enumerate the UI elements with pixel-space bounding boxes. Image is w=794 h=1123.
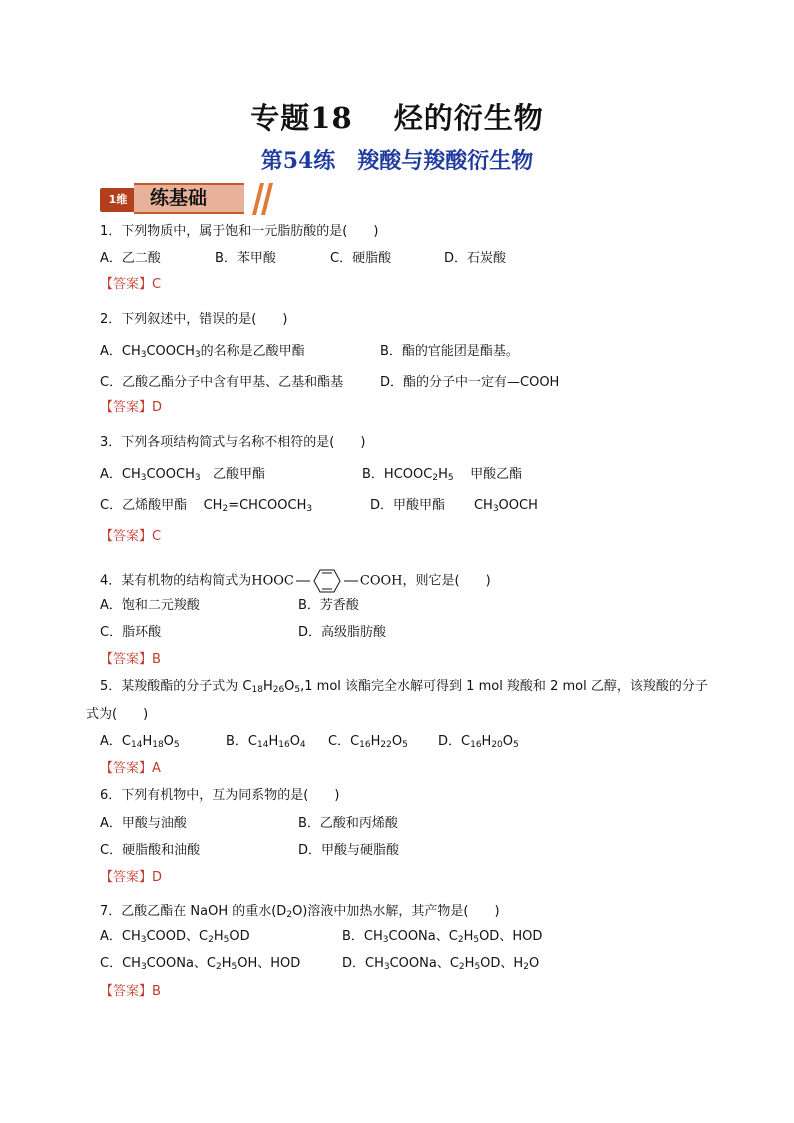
question-3-stem: 3．下列各项结构简式与名称不相符的是( ) [100,435,366,450]
q5-answer: 【答案】A [100,761,161,776]
q6-option-b: B．乙酸和丙烯酸 [298,816,398,831]
banner-stripes-icon [246,183,276,215]
question-5-stem-line2: 式为( ) [86,707,149,722]
q5-option-c: C．$C_{16}H_{22}O_5$ [328,734,408,750]
question-4-stem: 4．某有机物的结构简式为HOOC COOH，则它是( ) [100,566,491,596]
q7-answer: 【答案】B [100,984,161,999]
benzene-ring-icon [296,566,358,596]
q3-option-b: B．$HCOOC_2H_5$ 甲酸乙酯 [362,467,523,483]
q4-option-b: B．芳香酸 [298,598,359,613]
q7-option-c: C．$CH_3COONa$、$C_2H_5OH$、HOD [100,956,301,972]
q6-answer: 【答案】D [100,870,163,885]
q7-option-a: A．$CH_3COOD$、$C_2H_5OD$ [100,929,250,945]
banner-tag: 1维 [100,188,136,212]
question-2-stem: 2．下列叙述中，错误的是( ) [100,312,288,327]
question-7-stem: 7．乙酸乙酯在 NaOH 的重水$(D_2O)$溶液中加热水解，其产物是( ) [100,904,500,920]
q6-option-c: C．硬脂酸和油酸 [100,843,201,858]
section-banner [100,182,276,216]
q3-answer: 【答案】C [100,529,162,544]
page-title: 专题18 烃的衍生物 [250,101,544,135]
q5-option-b: B．$C_{14}H_{16}O_4$ [226,734,306,750]
q2-option-c: C．乙酸乙酯分子中含有甲基、乙基和酯基 [100,375,344,390]
q3-option-d: D．甲酸甲酯 $CH_3OOCH$ [370,498,538,514]
q1-option-c: C．硬脂酸 [330,251,392,266]
q3-option-a: A．$CH_3COOCH_3$ 乙酸甲酯 [100,467,266,483]
q1-option-a: A．乙二酸 [100,251,161,266]
banner-label: 练基础 [134,183,244,214]
q5-option-a: A．$C_{14}H_{18}O_5$ [100,734,180,750]
q3-option-c: C．乙烯酸甲酯 $CH_2=CHCOOCH_3$ [100,498,313,514]
q4-answer: 【答案】B [100,652,161,667]
page-subtitle: 第54练 羧酸与羧酸衍生物 [260,148,534,174]
question-1-stem: 1．下列物质中，属于饱和一元脂肪酸的是( ) [100,224,379,239]
q6-option-d: D．甲酸与硬脂酸 [298,843,400,858]
q4-option-a: A．饱和二元羧酸 [100,598,200,613]
q1-answer: 【答案】C [100,277,162,292]
question-5-stem: 5．某羧酸酯的分子式为 $C_{18}H_{26}O_5,1$ mol 该酯完全水解可得到 1 mol 羧酸和 2 mol 乙醇，该羧酸的分子 [100,679,708,695]
q2-option-b: B．酯的官能团是酯基。 [380,344,519,359]
q5-option-d: D．$C_{16}H_{20}O_5$ [438,734,519,750]
question-6-stem: 6．下列有机物中，互为同系物的是( ) [100,788,340,803]
q7-option-b: B．$CH_3COONa$、$C_2H_5OD$、HOD [342,929,543,945]
q4-option-d: D．高级脂肪酸 [298,625,387,640]
q1-option-b: B．苯甲酸 [215,251,276,266]
q2-option-d: D．酯的分子中一定有—COOH [380,375,560,390]
q2-option-a: A．$CH_3COOCH_3$的名称是乙酸甲酯 [100,344,305,360]
q7-option-d: D．$CH_3COONa$、$C_2H_5OD$、$H_2O$ [342,956,540,972]
q4-option-c: C．脂环酸 [100,625,162,640]
q1-option-d: D．石炭酸 [444,251,507,266]
q6-option-a: A．甲酸与油酸 [100,816,187,831]
q2-answer: 【答案】D [100,400,163,415]
